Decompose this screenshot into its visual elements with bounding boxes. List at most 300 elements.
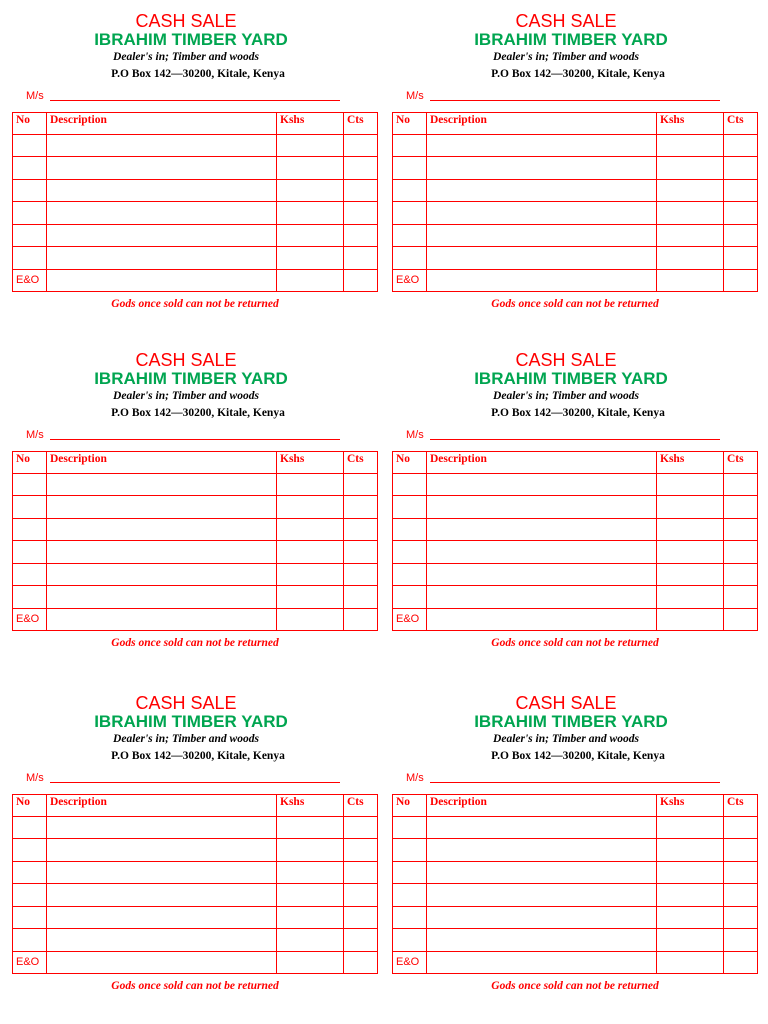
cash-sale-title: CASH SALE: [515, 11, 617, 31]
cell-kshs[interactable]: [277, 929, 344, 952]
table-header-row: [13, 113, 378, 135]
cell-description[interactable]: [427, 861, 657, 884]
cell-cts[interactable]: [344, 586, 378, 609]
company-name: IBRAHIM TIMBER YARD: [94, 30, 288, 49]
eo-row: [13, 951, 378, 974]
ms-label: M/s: [26, 90, 44, 102]
cell-cts[interactable]: [344, 518, 378, 541]
cell-no[interactable]: [13, 224, 47, 247]
column-header-kshs: Kshs: [657, 113, 724, 135]
eo-row: [393, 608, 758, 631]
cash-sale-title: CASH SALE: [135, 693, 237, 713]
table-row: [393, 224, 758, 247]
ms-label: M/s: [26, 772, 44, 784]
eo-label: E&O: [13, 951, 47, 974]
cell-description[interactable]: [427, 586, 657, 609]
cell-no[interactable]: [13, 906, 47, 929]
cell-cts[interactable]: [724, 473, 758, 496]
company-name: IBRAHIM TIMBER YARD: [474, 712, 668, 731]
return-policy-footer: Gods once sold can not be returned: [491, 298, 659, 310]
dealers-line: Dealer's in; Timber and woods: [493, 733, 639, 745]
cell-cts[interactable]: [344, 473, 378, 496]
cash-sale-title: CASH SALE: [135, 350, 237, 370]
table-row: [393, 816, 758, 839]
table-row: [13, 202, 378, 225]
cell-cts[interactable]: [724, 247, 758, 270]
items-table: [12, 794, 378, 974]
cell-no[interactable]: [393, 473, 427, 496]
cash-sale-title: CASH SALE: [515, 350, 617, 370]
table-row: [393, 247, 758, 270]
cell-kshs[interactable]: [277, 473, 344, 496]
cell-description[interactable]: [427, 608, 657, 631]
cell-kshs[interactable]: [277, 586, 344, 609]
cell-cts[interactable]: [344, 563, 378, 586]
address-line: P.O Box 142—30200, Kitale, Kenya: [111, 750, 285, 762]
cell-cts[interactable]: [724, 518, 758, 541]
cell-kshs[interactable]: [657, 541, 724, 564]
cell-kshs[interactable]: [657, 134, 724, 157]
cell-no[interactable]: [393, 541, 427, 564]
return-policy-footer: Gods once sold can not be returned: [111, 298, 279, 310]
cell-cts[interactable]: [724, 541, 758, 564]
column-header-description: Description: [427, 113, 657, 135]
cell-no[interactable]: [393, 929, 427, 952]
cell-kshs[interactable]: [277, 496, 344, 519]
table-row: [13, 473, 378, 496]
table-row: [13, 563, 378, 586]
items-table: [12, 451, 378, 631]
cell-description[interactable]: [427, 541, 657, 564]
table-header-row: [393, 795, 758, 817]
cell-cts[interactable]: [724, 884, 758, 907]
table-row: [393, 496, 758, 519]
total-cts[interactable]: [344, 608, 378, 631]
items-table: [392, 794, 758, 974]
cell-cts[interactable]: [724, 157, 758, 180]
table-row: [393, 906, 758, 929]
table-row: [13, 861, 378, 884]
cell-no[interactable]: [393, 224, 427, 247]
table-row: [13, 157, 378, 180]
column-header-cts: Cts: [344, 113, 378, 135]
cell-cts[interactable]: [344, 157, 378, 180]
table-row: [393, 157, 758, 180]
cell-no[interactable]: [13, 157, 47, 180]
table-row: [13, 906, 378, 929]
cell-description[interactable]: [427, 884, 657, 907]
column-header-no: No: [393, 113, 427, 135]
cell-no[interactable]: [393, 496, 427, 519]
cell-no[interactable]: [393, 157, 427, 180]
eo-label: E&O: [393, 951, 427, 974]
cell-no[interactable]: [13, 202, 47, 225]
column-header-no: No: [393, 452, 427, 474]
cell-description[interactable]: [47, 224, 277, 247]
table-row: [393, 884, 758, 907]
cell-description[interactable]: [47, 906, 277, 929]
table-row: [393, 861, 758, 884]
column-header-description: Description: [47, 452, 277, 474]
table-header-row: [13, 452, 378, 474]
company-name: IBRAHIM TIMBER YARD: [474, 30, 668, 49]
cash-sale-title: CASH SALE: [515, 693, 617, 713]
column-header-kshs: Kshs: [657, 452, 724, 474]
ms-input-line[interactable]: [50, 439, 340, 440]
receipt-card: [392, 341, 758, 666]
table-row: [13, 884, 378, 907]
ms-row: [406, 88, 726, 104]
cell-kshs[interactable]: [657, 563, 724, 586]
cell-cts[interactable]: [344, 224, 378, 247]
ms-row: [26, 427, 346, 443]
cell-description[interactable]: [47, 839, 277, 862]
return-policy-footer: Gods once sold can not be returned: [111, 980, 279, 992]
table-row: [393, 134, 758, 157]
ms-label: M/s: [406, 772, 424, 784]
cell-description[interactable]: [427, 202, 657, 225]
cell-description[interactable]: [427, 496, 657, 519]
cell-description[interactable]: [427, 951, 657, 974]
ms-label: M/s: [26, 429, 44, 441]
cell-no[interactable]: [393, 134, 427, 157]
cell-kshs[interactable]: [657, 861, 724, 884]
cell-cts[interactable]: [344, 816, 378, 839]
cell-description[interactable]: [47, 608, 277, 631]
ms-label: M/s: [406, 429, 424, 441]
eo-row: [393, 951, 758, 974]
total-cts[interactable]: [724, 951, 758, 974]
ms-label: M/s: [406, 90, 424, 102]
cell-no[interactable]: [13, 586, 47, 609]
cell-description[interactable]: [427, 179, 657, 202]
column-header-cts: Cts: [344, 795, 378, 817]
ms-input-line[interactable]: [50, 782, 340, 783]
table-row: [13, 134, 378, 157]
cell-description[interactable]: [47, 816, 277, 839]
cell-kshs[interactable]: [657, 816, 724, 839]
company-name: IBRAHIM TIMBER YARD: [94, 369, 288, 388]
ms-input-line[interactable]: [50, 100, 340, 101]
ms-row: [26, 770, 346, 786]
cash-sale-title: CASH SALE: [135, 11, 237, 31]
cell-description[interactable]: [427, 134, 657, 157]
table-row: [13, 496, 378, 519]
cell-cts[interactable]: [724, 563, 758, 586]
table-row: [13, 929, 378, 952]
column-header-kshs: Kshs: [277, 113, 344, 135]
cell-kshs[interactable]: [657, 929, 724, 952]
cell-description[interactable]: [47, 861, 277, 884]
total-kshs[interactable]: [657, 608, 724, 631]
table-row: [13, 224, 378, 247]
table-row: [13, 586, 378, 609]
cell-description[interactable]: [427, 563, 657, 586]
column-header-description: Description: [47, 795, 277, 817]
ms-row: [406, 427, 726, 443]
cell-kshs[interactable]: [277, 884, 344, 907]
eo-label: E&O: [13, 608, 47, 631]
cell-no[interactable]: [393, 884, 427, 907]
cell-no[interactable]: [13, 563, 47, 586]
total-cts[interactable]: [724, 269, 758, 292]
total-kshs[interactable]: [277, 951, 344, 974]
cell-cts[interactable]: [724, 861, 758, 884]
cell-no[interactable]: [393, 861, 427, 884]
cell-no[interactable]: [13, 816, 47, 839]
eo-row: [393, 269, 758, 292]
address-line: P.O Box 142—30200, Kitale, Kenya: [111, 407, 285, 419]
cell-description[interactable]: [427, 473, 657, 496]
cell-description[interactable]: [427, 224, 657, 247]
company-name: IBRAHIM TIMBER YARD: [474, 369, 668, 388]
receipt-card: [392, 2, 758, 327]
receipt-card: [12, 2, 378, 327]
ms-row: [26, 88, 346, 104]
column-header-no: No: [393, 795, 427, 817]
table-row: [393, 929, 758, 952]
cell-no[interactable]: [13, 179, 47, 202]
cell-kshs[interactable]: [277, 247, 344, 270]
eo-label: E&O: [393, 608, 427, 631]
cell-cts[interactable]: [724, 224, 758, 247]
address-line: P.O Box 142—30200, Kitale, Kenya: [111, 68, 285, 80]
cell-kshs[interactable]: [657, 473, 724, 496]
cell-description[interactable]: [427, 269, 657, 292]
cell-description[interactable]: [47, 563, 277, 586]
address-line: P.O Box 142—30200, Kitale, Kenya: [491, 407, 665, 419]
cell-kshs[interactable]: [657, 906, 724, 929]
column-header-description: Description: [427, 795, 657, 817]
cell-no[interactable]: [393, 179, 427, 202]
cell-description[interactable]: [427, 518, 657, 541]
cell-cts[interactable]: [344, 906, 378, 929]
ms-row: [406, 770, 726, 786]
return-policy-footer: Gods once sold can not be returned: [491, 637, 659, 649]
dealers-line: Dealer's in; Timber and woods: [493, 51, 639, 63]
column-header-cts: Cts: [344, 452, 378, 474]
table-row: [393, 202, 758, 225]
cell-kshs[interactable]: [657, 518, 724, 541]
table-header-row: [13, 795, 378, 817]
total-kshs[interactable]: [657, 951, 724, 974]
cell-kshs[interactable]: [277, 518, 344, 541]
total-cts[interactable]: [724, 608, 758, 631]
cell-description[interactable]: [47, 269, 277, 292]
cell-cts[interactable]: [724, 202, 758, 225]
eo-row: [13, 608, 378, 631]
dealers-line: Dealer's in; Timber and woods: [113, 51, 259, 63]
cell-description[interactable]: [47, 518, 277, 541]
cell-kshs[interactable]: [277, 839, 344, 862]
cell-cts[interactable]: [344, 134, 378, 157]
column-header-cts: Cts: [724, 113, 758, 135]
cell-no[interactable]: [13, 134, 47, 157]
cell-no[interactable]: [13, 473, 47, 496]
cell-no[interactable]: [393, 816, 427, 839]
cell-description[interactable]: [47, 929, 277, 952]
ms-input-line[interactable]: [430, 782, 720, 783]
cell-cts[interactable]: [344, 202, 378, 225]
table-row: [393, 179, 758, 202]
column-header-kshs: Kshs: [657, 795, 724, 817]
dealers-line: Dealer's in; Timber and woods: [113, 733, 259, 745]
cell-no[interactable]: [13, 518, 47, 541]
cell-kshs[interactable]: [657, 179, 724, 202]
return-policy-footer: Gods once sold can not be returned: [491, 980, 659, 992]
column-header-no: No: [13, 795, 47, 817]
dealers-line: Dealer's in; Timber and woods: [113, 390, 259, 402]
cell-kshs[interactable]: [657, 157, 724, 180]
cell-kshs[interactable]: [277, 816, 344, 839]
column-header-cts: Cts: [724, 452, 758, 474]
cell-no[interactable]: [393, 839, 427, 862]
cell-no[interactable]: [13, 247, 47, 270]
cell-cts[interactable]: [724, 839, 758, 862]
cell-description[interactable]: [47, 496, 277, 519]
cell-cts[interactable]: [724, 906, 758, 929]
cell-no[interactable]: [393, 202, 427, 225]
cell-no[interactable]: [13, 861, 47, 884]
cell-description[interactable]: [427, 247, 657, 270]
total-kshs[interactable]: [657, 269, 724, 292]
cell-cts[interactable]: [344, 839, 378, 862]
column-header-no: No: [13, 113, 47, 135]
cell-cts[interactable]: [724, 816, 758, 839]
column-header-description: Description: [47, 113, 277, 135]
table-row: [393, 563, 758, 586]
cell-cts[interactable]: [344, 861, 378, 884]
cell-no[interactable]: [393, 906, 427, 929]
cell-cts[interactable]: [724, 586, 758, 609]
table-row: [13, 518, 378, 541]
cell-kshs[interactable]: [277, 861, 344, 884]
cell-no[interactable]: [13, 929, 47, 952]
cell-description[interactable]: [47, 247, 277, 270]
cell-kshs[interactable]: [657, 247, 724, 270]
cell-cts[interactable]: [344, 929, 378, 952]
receipt-card: [12, 684, 378, 1009]
column-header-description: Description: [427, 452, 657, 474]
table-row: [13, 839, 378, 862]
cell-description[interactable]: [47, 884, 277, 907]
cell-cts[interactable]: [344, 884, 378, 907]
receipt-card: [12, 341, 378, 666]
table-row: [393, 518, 758, 541]
items-table: [12, 112, 378, 292]
table-row: [13, 541, 378, 564]
cell-kshs[interactable]: [657, 224, 724, 247]
cell-no[interactable]: [393, 563, 427, 586]
cell-description[interactable]: [47, 473, 277, 496]
table-row: [13, 816, 378, 839]
cell-no[interactable]: [13, 541, 47, 564]
table-row: [393, 839, 758, 862]
column-header-no: No: [13, 452, 47, 474]
cell-kshs[interactable]: [277, 179, 344, 202]
cell-kshs[interactable]: [657, 839, 724, 862]
cell-cts[interactable]: [344, 179, 378, 202]
items-table: [392, 112, 758, 292]
total-kshs[interactable]: [277, 269, 344, 292]
column-header-cts: Cts: [724, 795, 758, 817]
eo-row: [13, 269, 378, 292]
cell-no[interactable]: [13, 496, 47, 519]
address-line: P.O Box 142—30200, Kitale, Kenya: [491, 68, 665, 80]
cell-description[interactable]: [47, 586, 277, 609]
cell-kshs[interactable]: [657, 202, 724, 225]
cell-kshs[interactable]: [657, 884, 724, 907]
total-kshs[interactable]: [277, 608, 344, 631]
cell-kshs[interactable]: [277, 563, 344, 586]
cell-description[interactable]: [47, 202, 277, 225]
table-row: [393, 586, 758, 609]
cell-no[interactable]: [393, 586, 427, 609]
table-row: [13, 247, 378, 270]
cell-kshs[interactable]: [657, 586, 724, 609]
table-row: [393, 473, 758, 496]
cell-no[interactable]: [13, 884, 47, 907]
cell-cts[interactable]: [724, 929, 758, 952]
cell-description[interactable]: [427, 839, 657, 862]
cell-kshs[interactable]: [657, 496, 724, 519]
cell-cts[interactable]: [344, 541, 378, 564]
cell-kshs[interactable]: [277, 541, 344, 564]
cell-kshs[interactable]: [277, 224, 344, 247]
items-table: [392, 451, 758, 631]
dealers-line: Dealer's in; Timber and woods: [493, 390, 639, 402]
cell-no[interactable]: [13, 839, 47, 862]
cell-kshs[interactable]: [277, 134, 344, 157]
table-header-row: [393, 113, 758, 135]
cell-description[interactable]: [427, 906, 657, 929]
address-line: P.O Box 142—30200, Kitale, Kenya: [491, 750, 665, 762]
cell-cts[interactable]: [724, 179, 758, 202]
cell-description[interactable]: [427, 929, 657, 952]
eo-label: E&O: [13, 269, 47, 292]
total-cts[interactable]: [344, 951, 378, 974]
return-policy-footer: Gods once sold can not be returned: [111, 637, 279, 649]
table-header-row: [393, 452, 758, 474]
column-header-kshs: Kshs: [277, 452, 344, 474]
cell-description[interactable]: [47, 179, 277, 202]
ms-input-line[interactable]: [430, 439, 720, 440]
cell-kshs[interactable]: [277, 157, 344, 180]
cell-cts[interactable]: [724, 134, 758, 157]
company-name: IBRAHIM TIMBER YARD: [94, 712, 288, 731]
column-header-kshs: Kshs: [277, 795, 344, 817]
table-row: [13, 179, 378, 202]
total-cts[interactable]: [344, 269, 378, 292]
cell-kshs[interactable]: [277, 202, 344, 225]
cell-cts[interactable]: [344, 247, 378, 270]
cell-no[interactable]: [393, 247, 427, 270]
cell-description[interactable]: [47, 134, 277, 157]
receipt-card: [392, 684, 758, 1009]
cell-no[interactable]: [393, 518, 427, 541]
cell-description[interactable]: [47, 541, 277, 564]
ms-input-line[interactable]: [430, 100, 720, 101]
cell-cts[interactable]: [344, 496, 378, 519]
cell-description[interactable]: [427, 157, 657, 180]
cell-kshs[interactable]: [277, 906, 344, 929]
cell-description[interactable]: [47, 157, 277, 180]
cell-description[interactable]: [47, 951, 277, 974]
cell-cts[interactable]: [724, 496, 758, 519]
cell-description[interactable]: [427, 816, 657, 839]
eo-label: E&O: [393, 269, 427, 292]
table-row: [393, 541, 758, 564]
